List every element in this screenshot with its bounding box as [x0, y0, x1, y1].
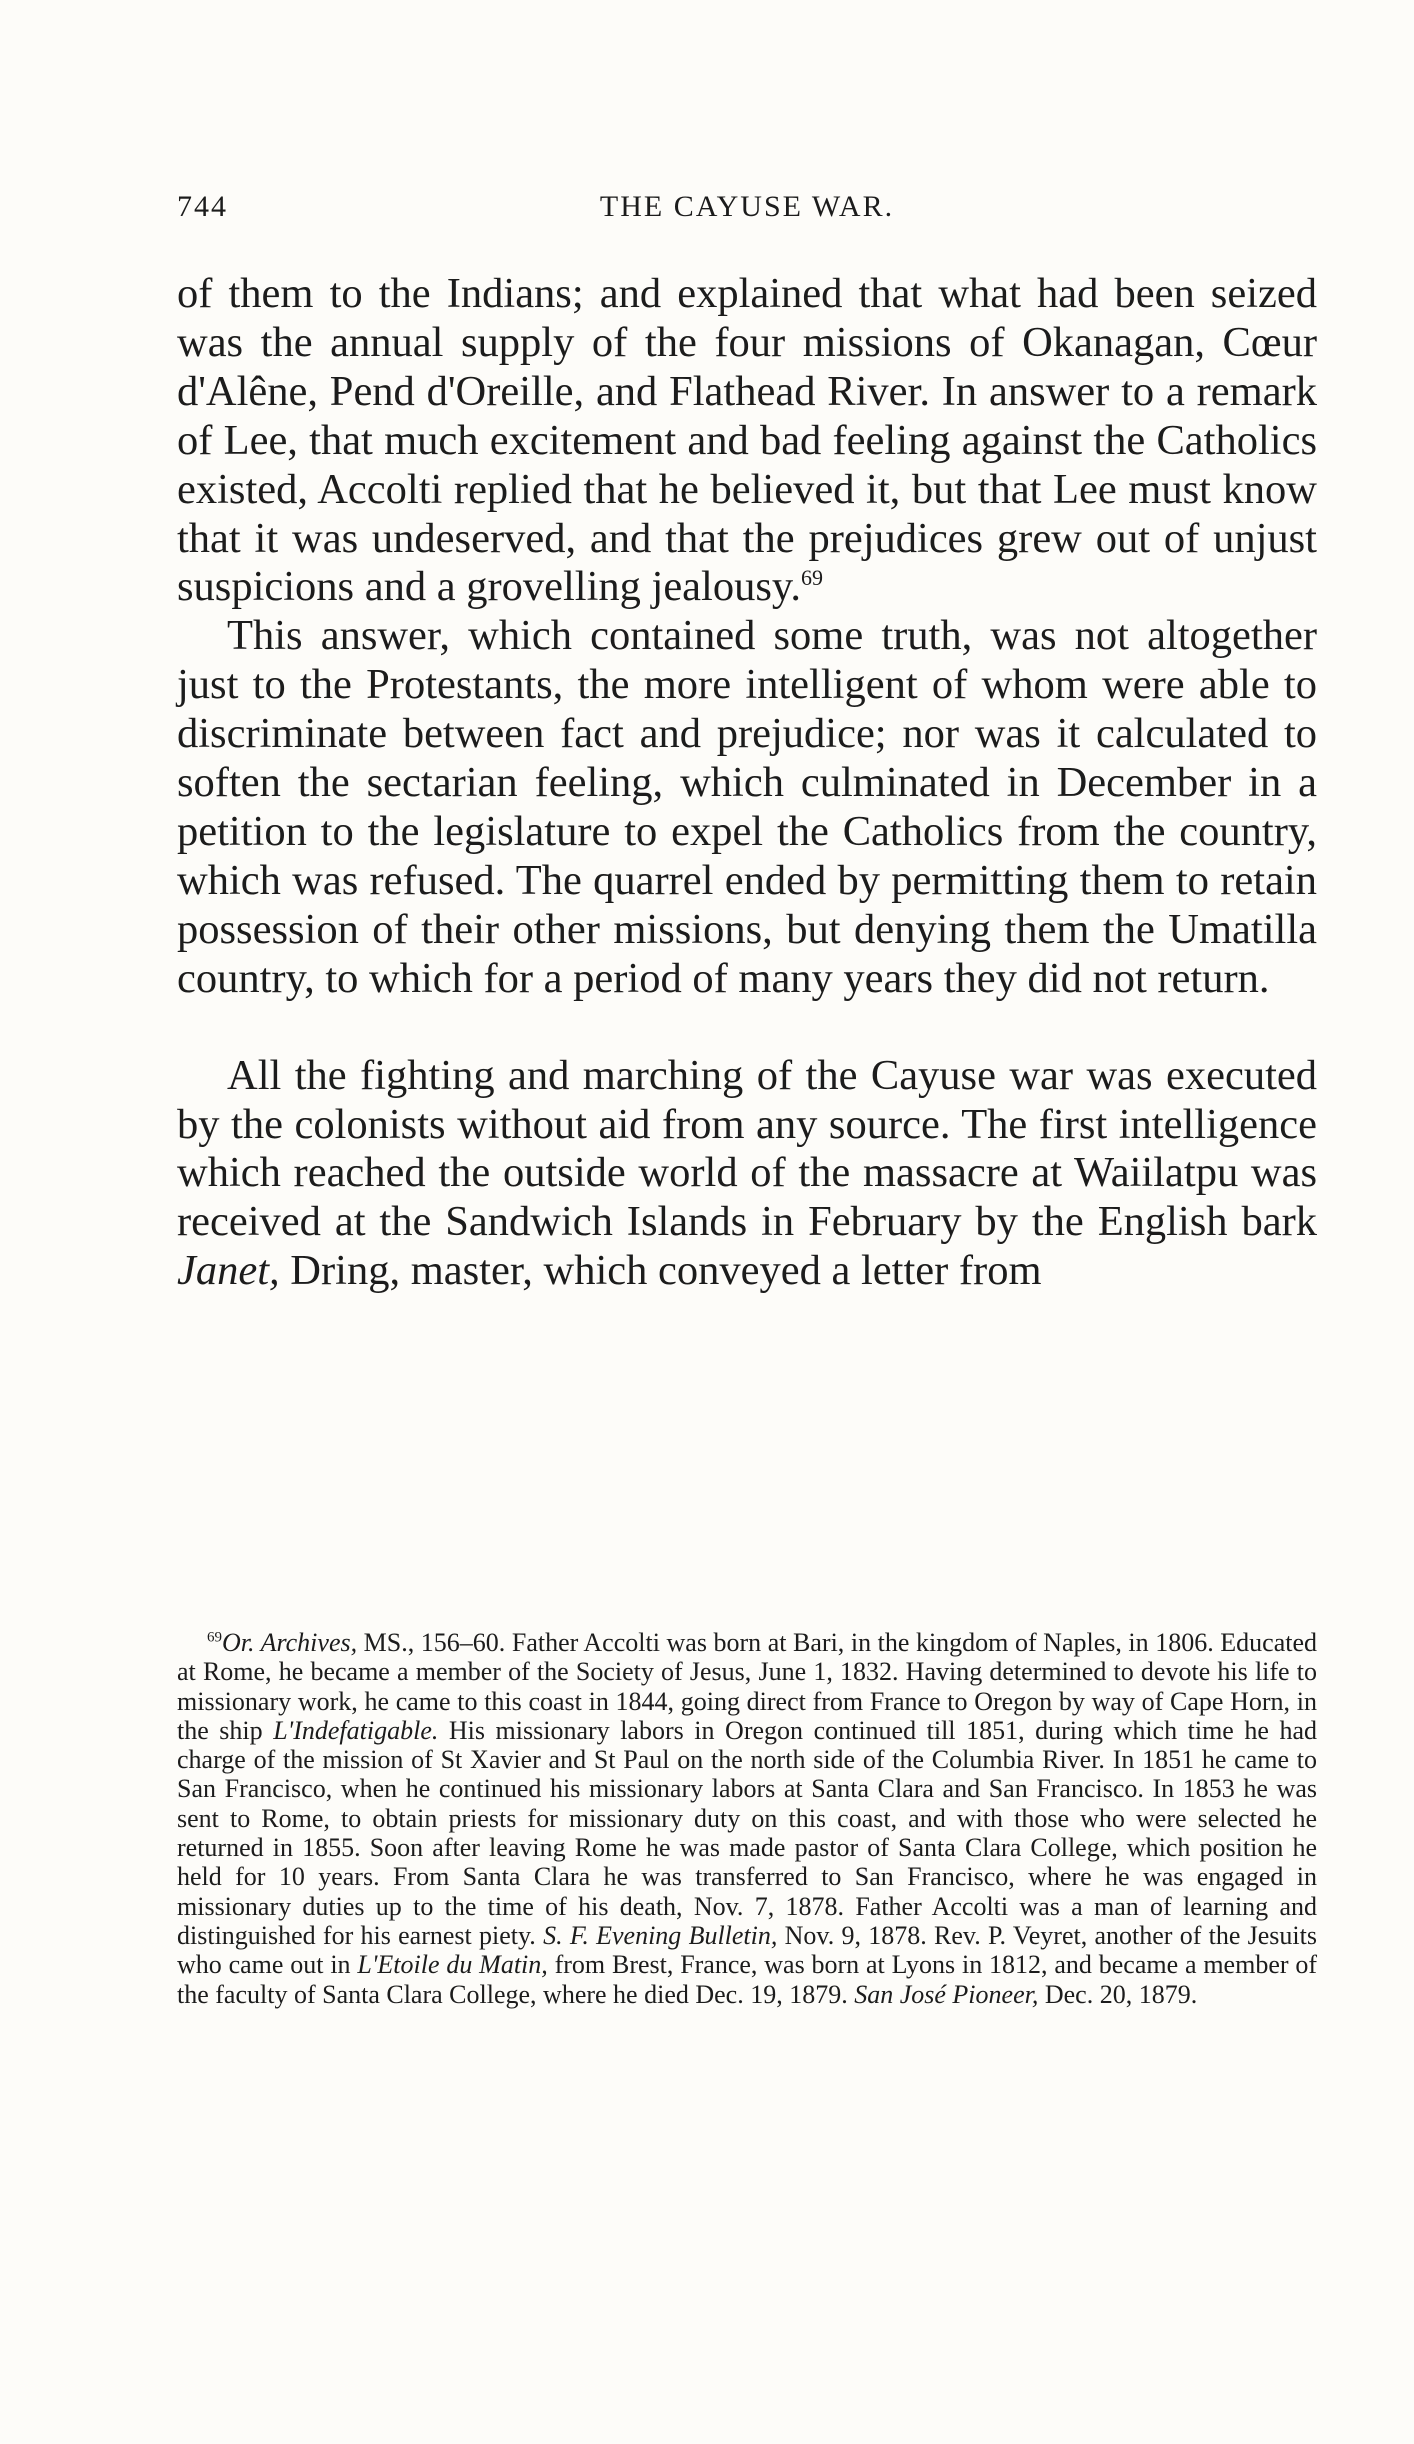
footnote-marker: 69	[207, 1629, 222, 1646]
footnote-reference: 69	[801, 565, 824, 591]
footnote-source: Or. Archives,	[222, 1628, 358, 1657]
footnote-text-3: Nov. 9, 1878. Rev. P. Veyret, another of the Jesuits who came out in	[177, 1920, 1317, 1980]
paragraph-1	[177, 270, 1317, 612]
paragraph-3	[177, 1052, 1317, 1297]
page-number: 744	[177, 190, 228, 223]
footnote-paper-1: S. F. Evening Bulletin,	[543, 1920, 778, 1950]
footnote-ship-1: L'Indefatigable.	[273, 1715, 439, 1745]
footnote-text-4: from Brest, France, was born at Lyons in 1812, and became a member of the faculty of Santa Clara College, where he died Dec. 19, 1879.	[177, 1950, 1317, 2009]
paragraph-1-text: of them to the Indians; and explained that what had been seized was the annual supply of the four missions of Okanagan, Cœur d'Alêne, Pend d'Oreille, and Flathead River. In answer to a remark of Lee, that much excitement and bad feeling against the Catholics existed, Accolti replied that he believed it, but that Lee must know that it was undeserved, and that the prejudices grew out of unjust suspicions and a grovelling jealousy.	[177, 270, 1317, 611]
footnote-text-1: MS., 156–60. Father Accolti was born at Bari, in the kingdom of Naples, in 1806. Educated at Rome, he became a member of the Society of Jesus, June 1, 1832. Having determined to devote his life to missionary work, he came to this coast in 1844, going direct from France to Oregon by way of Cape Horn, in the ship	[177, 1628, 1318, 1745]
main-text	[177, 270, 1317, 1296]
paragraph-3-text-b: Dring, master, which conveyed a letter from	[279, 1247, 1042, 1295]
ship-name-janet: Janet,	[177, 1247, 280, 1295]
running-title: THE CAYUSE WAR.	[599, 190, 895, 223]
footnote-paper-2: San José Pioneer,	[854, 1979, 1039, 2009]
paragraph-3-text-a: All the fighting and marching of the Cayuse war was executed by the colonists without aid from any source. The first intelligence which reached the outside world of the massacre at Waiilatpu was received at the Sandwich Islands in February by the English bark	[177, 1051, 1317, 1246]
footnote-text-5: Dec. 20, 1879.	[1038, 1979, 1198, 2009]
footnote-ship-2: L'Etoile du Matin,	[357, 1950, 548, 1980]
paragraph-2: This answer, which contained some truth, was not altogether just to the Protestants, the more intelligent of whom were able to discriminate between fact and prejudice; nor was it calculated to soften the sectarian feeling, which culminated in December in a petition to the legislature to expel the Catholics from the country, which was refused. The quarrel ended by permitting them to retain possession of their other missions, but denying them the Umatilla country, to which for a period of many years they did not return.	[177, 612, 1317, 1002]
footnote-69	[177, 1628, 1317, 2009]
footnote-text-2: His missionary labors in Oregon continued till 1851, during which time he had charge of the mission of St Xavier and St Paul on the north side of the Columbia River. In 1851 he came to San Francisco, when he continued his missionary labors at Santa Clara and San Francisco. In 1853 he was sent to Rome, to obtain priests for missionary duty on this coast, and with those who were selected he returned in 1855. Soon after leaving Rome he was made pastor of Santa Clara College, which position he held for 10 years. From Santa Clara he was transferred to San Francisco, where he was engaged in missionary duties up to the time of his death, Nov. 7, 1878. Father Accolti was a man of learning and distinguished for his earnest piety.	[177, 1715, 1317, 1950]
